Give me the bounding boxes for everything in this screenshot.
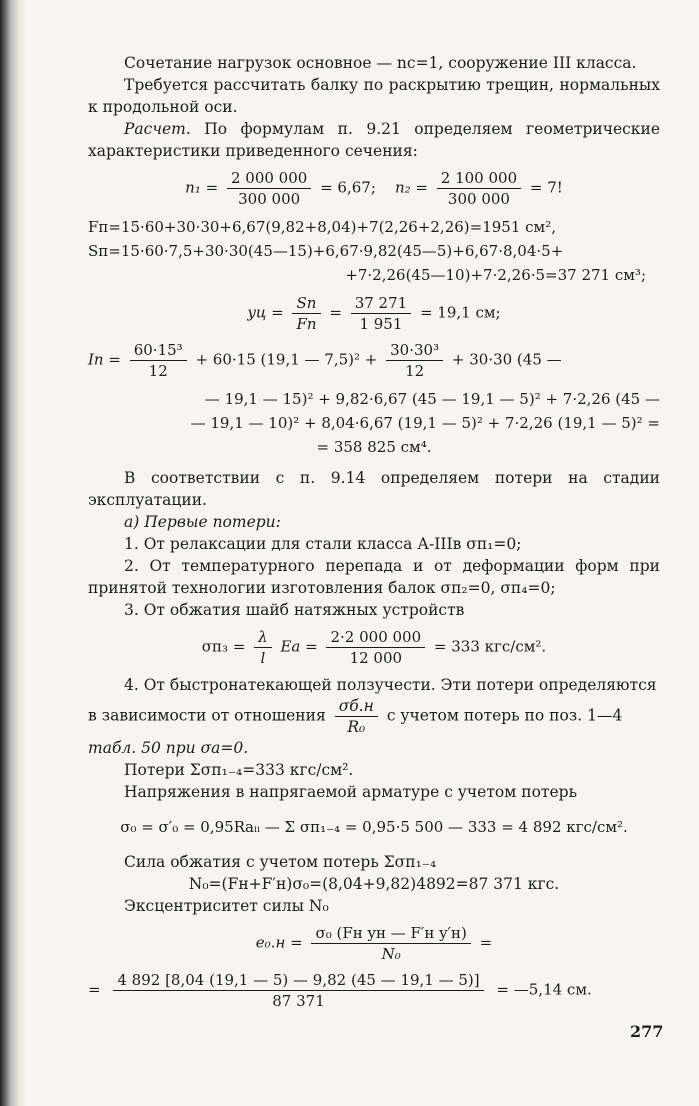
s3-num2: 2·2 000 000 — [326, 627, 425, 648]
equation-I-line2: — 19,1 — 15)² + 9,82·6,67 (45 — 19,1 — 5)² + 7·2,26 (45 — — [204, 390, 660, 408]
text-total-losses: Потери Σσп₁₋₄=333 кгс/см². — [124, 761, 354, 779]
calculation-label: Расчет. — [124, 120, 191, 138]
I-left: Iп = — [88, 350, 121, 369]
equation-I — [88, 340, 660, 381]
I-mid1: + 60·15 (19,1 — 7,5)² + — [195, 350, 378, 369]
equation-S-line2: +7·2,26(45—10)+7·2,26·5=37 271 см³; — [345, 266, 646, 284]
I-mid2: + 30·30 (45 — — [451, 350, 562, 369]
n2-num: 2 100 000 — [437, 168, 521, 189]
equation-n — [88, 168, 660, 209]
y-num2: 37 271 — [351, 293, 412, 314]
equation-N0: N₀=(Fн+F′н)σ₀=(8,04+9,82)4892=87 371 кгс. — [188, 875, 560, 893]
text-first-losses: а) Первые потери: — [124, 513, 281, 531]
n1-den: 300 000 — [238, 190, 301, 208]
y-fraction-2 — [351, 293, 412, 334]
s3-num1: λ — [254, 627, 272, 648]
e2-den: 87 371 — [272, 992, 325, 1010]
I-den1: 12 — [148, 362, 168, 380]
equation-S-line1: Sп=15·60·7,5+30·30(45—15)+6,67·9,82(45—5)+6,67·8,04·5+ — [88, 242, 564, 260]
e-right: = — [479, 933, 493, 952]
text-force: Сила обжатия с учетом потерь Σσп₁₋₄ — [124, 853, 437, 871]
ratio-den: R₀ — [347, 718, 366, 736]
y-fraction-1 — [292, 293, 320, 334]
n2-fraction — [437, 168, 521, 209]
e-num: σ₀ (Fн yн — F′н y′н) — [311, 923, 470, 944]
n1-right: = 6,67; — [320, 178, 376, 197]
equation-e0-line2 — [88, 970, 660, 1011]
equation-I-line4: = 358 825 см⁴. — [316, 438, 432, 456]
y-mid: = — [329, 303, 342, 322]
equation-y — [88, 293, 660, 334]
y-right: = 19,1 см; — [419, 303, 501, 322]
n1-num: 2 000 000 — [227, 168, 311, 189]
I-fraction-2 — [386, 340, 443, 381]
n2-left: n₂ = — [394, 178, 428, 197]
equation-sigma0: σ₀ = σ′₀ = 0,95Rаᵢᵢ — Σ σп₁₋₄ = 0,95·5 500 — 333 = 4 892 кгс/см². — [120, 818, 628, 836]
text-line-calculation — [88, 118, 660, 162]
s3-mid: Eа = — [280, 637, 318, 656]
y-left: yц = — [247, 303, 284, 322]
y-den2: 1 951 — [359, 315, 403, 333]
n1-fraction — [227, 168, 311, 209]
n2-right: = 7! — [529, 178, 563, 197]
s3-fraction-1 — [254, 627, 272, 668]
text-loss-4-ratio — [88, 696, 660, 737]
e2-num: 4 892 [8,04 (19,1 — 5) — 9,82 (45 — 19,1 — 5)] — [113, 970, 483, 991]
s3-den1: l — [260, 649, 266, 667]
e-fraction — [311, 923, 470, 964]
text-losses-intro: В соответствии с п. 9.14 определяем потери на стадии эксплуатации. — [88, 469, 660, 509]
e-left: e₀.н = — [255, 933, 303, 952]
equation-F: Fп=15·60+30·30+6,67(9,82+8,04)+7(2,26+2,26)=1951 см², — [88, 218, 557, 236]
book-page — [88, 52, 660, 1017]
e2-left: = — [88, 980, 101, 999]
calculation-text: По формулам п. 9.21 определяем геометрические характеристики приведенного сечения: — [88, 120, 660, 160]
s3-left: σп₃ = — [201, 637, 246, 656]
y-num1: Sп — [292, 293, 320, 314]
text-line-requirement: Требуется рассчитать балку по раскрытию трещин, нормальных к продольной оси. — [88, 76, 660, 116]
text-line-load-combination: Сочетание нагрузок основное — nс=1, сооружение III класса. — [124, 54, 637, 72]
text-table-ref: табл. 50 при σа=0. — [88, 739, 249, 757]
text-eccentricity: Эксцентриситет силы N₀ — [124, 897, 329, 915]
text-loss-3: 3. От обжатия шайб натяжных устройств — [124, 601, 465, 619]
I-num2: 30·30³ — [386, 340, 443, 361]
e2-right: = —5,14 см. — [496, 980, 592, 999]
ratio-right: с учетом потерь по поз. 1—4 — [386, 706, 623, 725]
equation-sigma3 — [88, 627, 660, 668]
equation-I-line3: — 19,1 — 10)² + 8,04·6,67 (19,1 — 5)² + 7·2,26 (19,1 — 5)² = — [190, 414, 660, 432]
y-den1: Fп — [296, 315, 317, 333]
ratio-num: σб.н — [335, 696, 378, 717]
I-num1: 60·15³ — [130, 340, 187, 361]
text-loss-4: 4. От быстронатекающей ползучести. Эти потери определяются — [124, 676, 657, 694]
text-loss-2: 2. От температурного перепада и от деформации форм при принятой технологии изготовления балок σп₂=0, σп₄=0; — [88, 557, 660, 597]
page-number: 277 — [630, 1022, 664, 1041]
e2-fraction — [113, 970, 483, 1011]
s3-right: = 333 кгс/см². — [433, 637, 547, 656]
text-loss-1: 1. От релаксации для стали класса А-IIIв σп₁=0; — [124, 535, 522, 553]
text-stresses: Напряжения в напрягаемой арматуре с учетом потерь — [124, 783, 578, 801]
I-fraction-1 — [130, 340, 187, 381]
n1-left: n₁ = — [185, 178, 219, 197]
equation-e0 — [88, 923, 660, 964]
I-den2: 12 — [405, 362, 425, 380]
s3-den2: 12 000 — [349, 649, 403, 667]
e-den: N₀ — [381, 945, 401, 963]
page-binding-shadow — [0, 0, 26, 1106]
ratio-left: в зависимости от отношения — [88, 706, 326, 725]
ratio-fraction — [335, 696, 378, 737]
s3-fraction-2 — [326, 627, 425, 668]
n2-den: 300 000 — [447, 190, 510, 208]
